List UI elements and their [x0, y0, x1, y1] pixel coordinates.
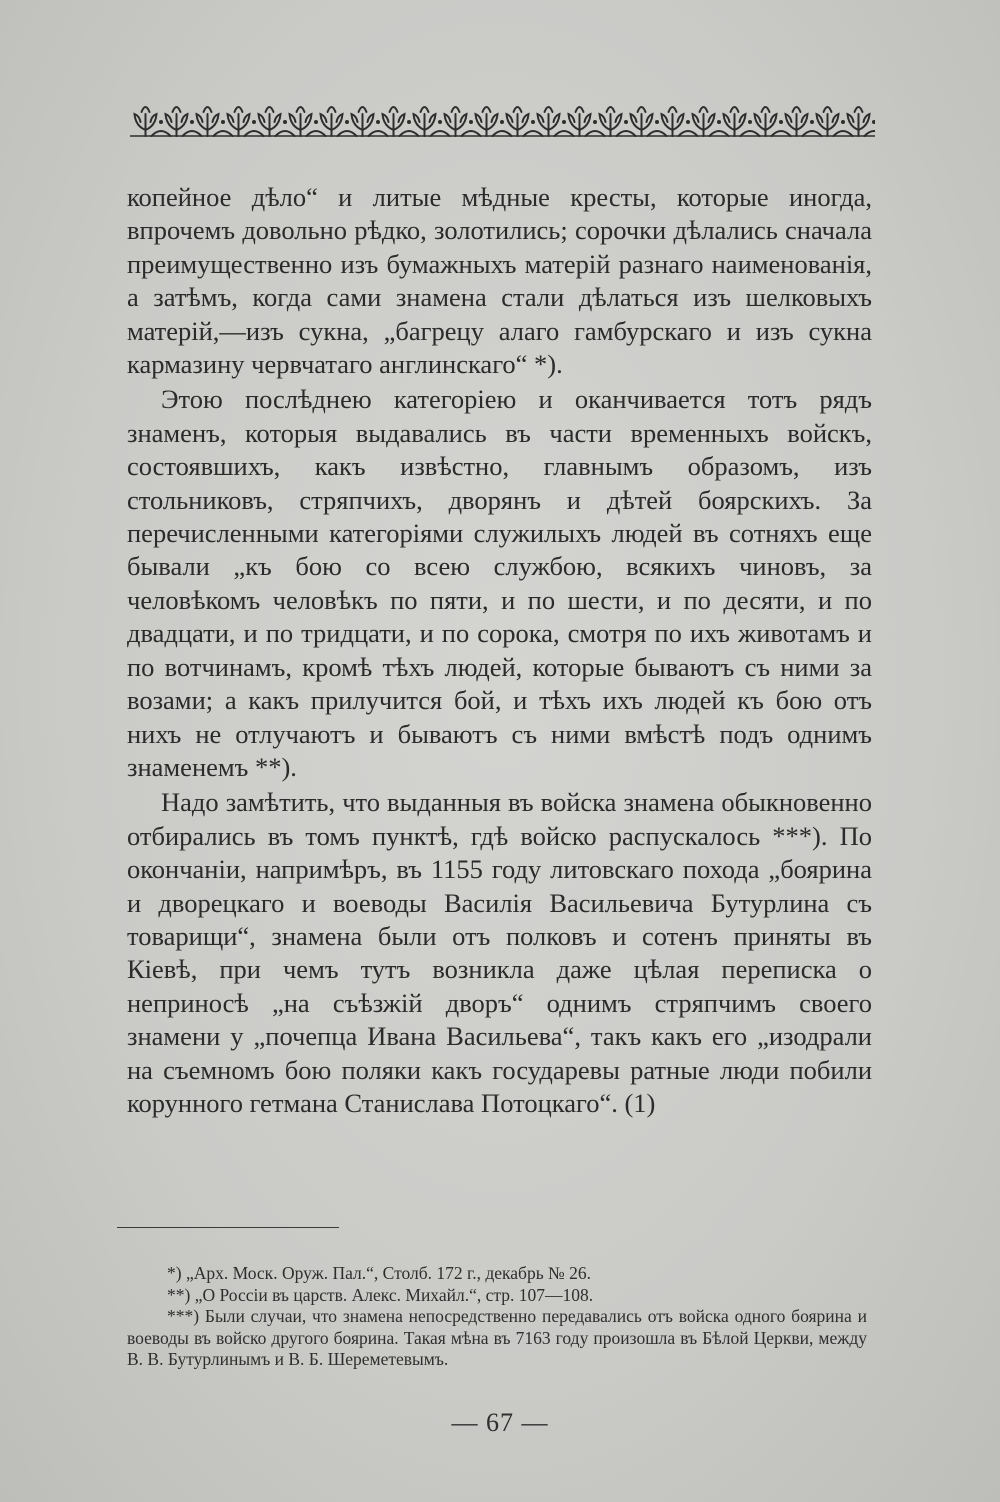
ornament-motif: [662, 107, 698, 136]
ornament-motif: [631, 107, 667, 136]
ornament-motif: [197, 107, 233, 136]
ornament-motif: [290, 107, 326, 136]
page-number: — 67 —: [451, 1408, 549, 1437]
footnote-divider: [117, 1227, 339, 1228]
ornament-motif: [135, 107, 171, 136]
ornament-motif: [228, 107, 264, 136]
ornament-motif: [507, 107, 543, 136]
ornament-motif: [755, 107, 791, 136]
footnote-2: **) „О Россіи въ царств. Алекс. Михайл.“, стр. 107—108.: [167, 1284, 594, 1305]
header-ornament: [130, 100, 875, 144]
footnotes: [127, 1263, 867, 1371]
ornament-motif: [693, 107, 729, 136]
ornament-motif: [321, 107, 357, 136]
ornament-band: [130, 100, 875, 144]
ornament-motif: [786, 107, 822, 136]
ornament-motif: [383, 107, 419, 136]
footnote-3: ***) Были случаи, что знамена непосредственно передавались отъ войска одного боярина и воеводы въ войско другого боярина. Такая мѣна въ 7163 году произошла въ Бѣлой Церкви, между В. В. Бутурлинымъ и В. Б. Шереметевымъ.: [127, 1306, 867, 1369]
ornament-motif: [476, 107, 512, 136]
ornament-motif: [848, 107, 876, 136]
ornament-motif: [259, 107, 295, 136]
body-text: [127, 181, 872, 1120]
ornament-motif: [817, 107, 853, 136]
ornament-motif: [352, 107, 388, 136]
ornament-motif: [538, 107, 574, 136]
footnote-1: *) „Арх. Моск. Оруж. Пал.“, Столб. 172 г., декабрь № 26.: [167, 1263, 591, 1283]
ornament-motif: [600, 107, 636, 136]
ornament-motif: [569, 107, 605, 136]
ornament-motif: [166, 107, 202, 136]
paragraph-2: Этою послѣднею категоріею и оканчивается тотъ рядъ знаменъ, которыя выдавались въ части временныхъ войскъ, состоявшихъ, какъ извѣстно, главнымъ образомъ, изъ стольниковъ, стряпчихъ, дворянъ и дѣтей боярскихъ. За перечисленными категоріями служилыхъ людей въ сотняхъ еще бывали „къ бою со всею службою, всякихъ чиновъ, за человѣкомъ человѣкъ по пяти, и по шести, и по десяти, и по двадцати, и по тридцати, и по сорока, смотря по ихъ животамъ и по вотчинамъ, кромѣ тѣхъ людей, которые бываютъ съ ними за возами; а какъ прилучится бой, и тѣхъ ихъ людей къ бою отъ нихъ не отлучаютъ и бываютъ съ ними вмѣстѣ подъ однимъ знаменемъ **).: [127, 384, 872, 782]
paragraph-1: копейное дѣло“ и литые мѣдные кресты, которые иногда, впрочемъ довольно рѣдко, золотились; сорочки дѣлались сначала преимущественно изъ бумажныхъ матерій разнаго наименованія, а затѣмъ, когда сами знамена стали дѣлаться изъ шелковыхъ матерій,—изъ сукна, „багрецу алаго гамбурскаго и изъ сукна кармазину червчатаго англинскаго“ *).: [127, 182, 872, 380]
ornament-motif: [414, 107, 450, 136]
ornament-motif: [445, 107, 481, 136]
ornament-motif: [724, 107, 760, 136]
paragraph-3: Надо замѣтить, что выданныя въ войска знамена обыкновенно отбирались въ томъ пунктѣ, гдѣ войско распускалось ***). По окончаніи, напримѣръ, въ 1155 году литовскаго похода „боярина и дворецкаго и воеводы Василія Васильевича Бутурлина съ товарищи“, знамена были отъ полковъ и сотенъ приняты въ Кіевѣ, при чемъ тутъ возникла даже цѣлая переписка о неприносѣ „на съѣзжій дворъ“ однимъ стряпчимъ своего знамени у „почепца Ивана Васильева“, такъ какъ его „изодрали на съемномъ бою поляки какъ государевы ратные люди побили корунного гетмана Станислава Потоцкаго“. (1): [127, 787, 872, 1118]
